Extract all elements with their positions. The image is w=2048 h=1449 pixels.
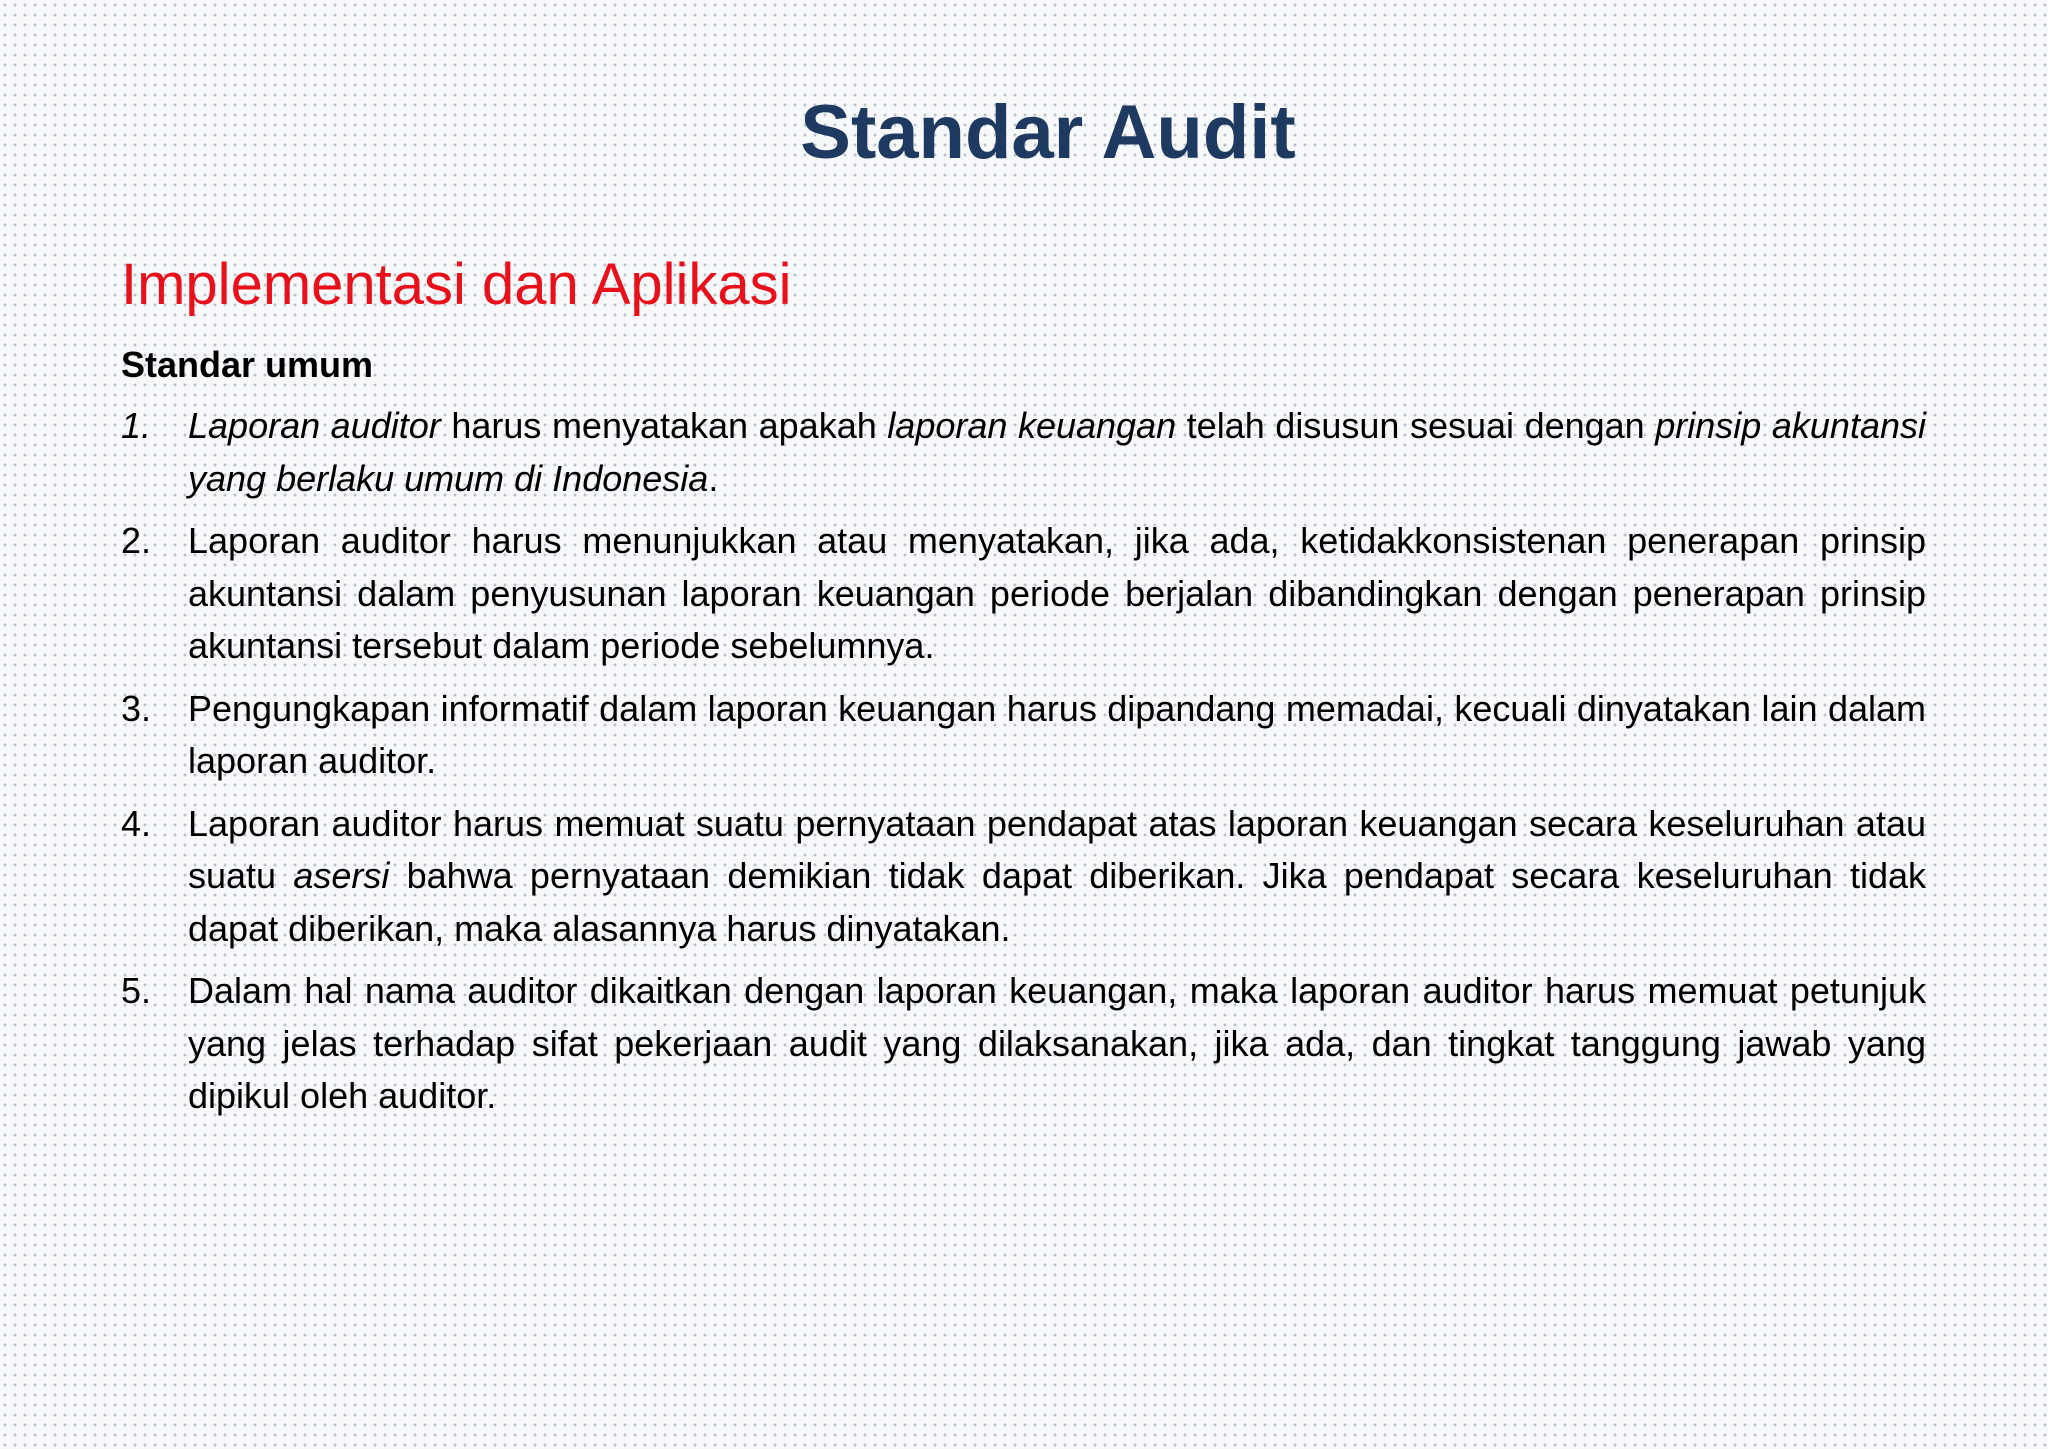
text-italic: laporan keuangan: [887, 405, 1177, 446]
text-plain: .: [708, 457, 719, 499]
list-text: Laporan auditor harus menunjukkan atau menyatakan, jika ada, ketidakkonsistenan penerapan prinsip akuntansi dalam penyusunan laporan keuangan periode berjalan dibandingkan dengan penerapan prinsip akuntansi tersebut dalam periode sebelumnya.: [188, 520, 1926, 666]
list-item-2: [121, 515, 1926, 673]
text-plain: bahwa pernyataan demikian tidak dapat diberikan. Jika pendapat secara keseluruhan tidak dapat diberikan, maka alasannya harus dinyatakan.: [188, 855, 1926, 949]
list-item-4: [121, 798, 1926, 956]
list-item-1: [121, 400, 1926, 505]
list-number: 3.: [121, 687, 152, 729]
list-number: 5.: [121, 970, 152, 1011]
list-text: [188, 803, 1926, 949]
sub-heading: Standar umum: [121, 344, 374, 385]
text-plain: Laporan auditor harus memuat suatu pernyataan pendapat atas laporan keuangan secara keseluruhan atau suatu: [188, 802, 1926, 896]
slide-title: Standar Audit: [800, 90, 1296, 175]
text-italic: prinsip akuntansi yang berlaku umum di Indonesia: [188, 405, 1926, 499]
list-text: [188, 405, 1926, 499]
list-item-5: [121, 965, 1926, 1123]
list-text: Pengungkapan informatif dalam laporan keuangan harus dipandang memadai, kecuali dinyatakan lain dalam laporan auditor.: [188, 687, 1926, 781]
text-italic: asersi: [293, 855, 390, 896]
list-number: 1.: [121, 405, 152, 446]
list-item-3: [121, 683, 1926, 788]
section-heading: Implementasi dan Aplikasi: [121, 252, 792, 317]
text-plain: harus menyatakan apakah: [440, 405, 888, 446]
text-plain: telah disusun sesuai dengan: [1176, 405, 1656, 446]
list-number: 2.: [121, 520, 152, 561]
text-italic: Laporan auditor: [188, 405, 441, 446]
standards-list: [121, 400, 1926, 1133]
list-number: 4.: [121, 802, 152, 844]
list-text: Dalam hal nama auditor dikaitkan dengan laporan keuangan, maka laporan auditor harus memuat petunjuk yang jelas terhadap sifat pekerjaan audit yang dilaksanakan, jika ada, dan tingkat tanggung jawab yang dipikul oleh auditor.: [188, 970, 1926, 1116]
